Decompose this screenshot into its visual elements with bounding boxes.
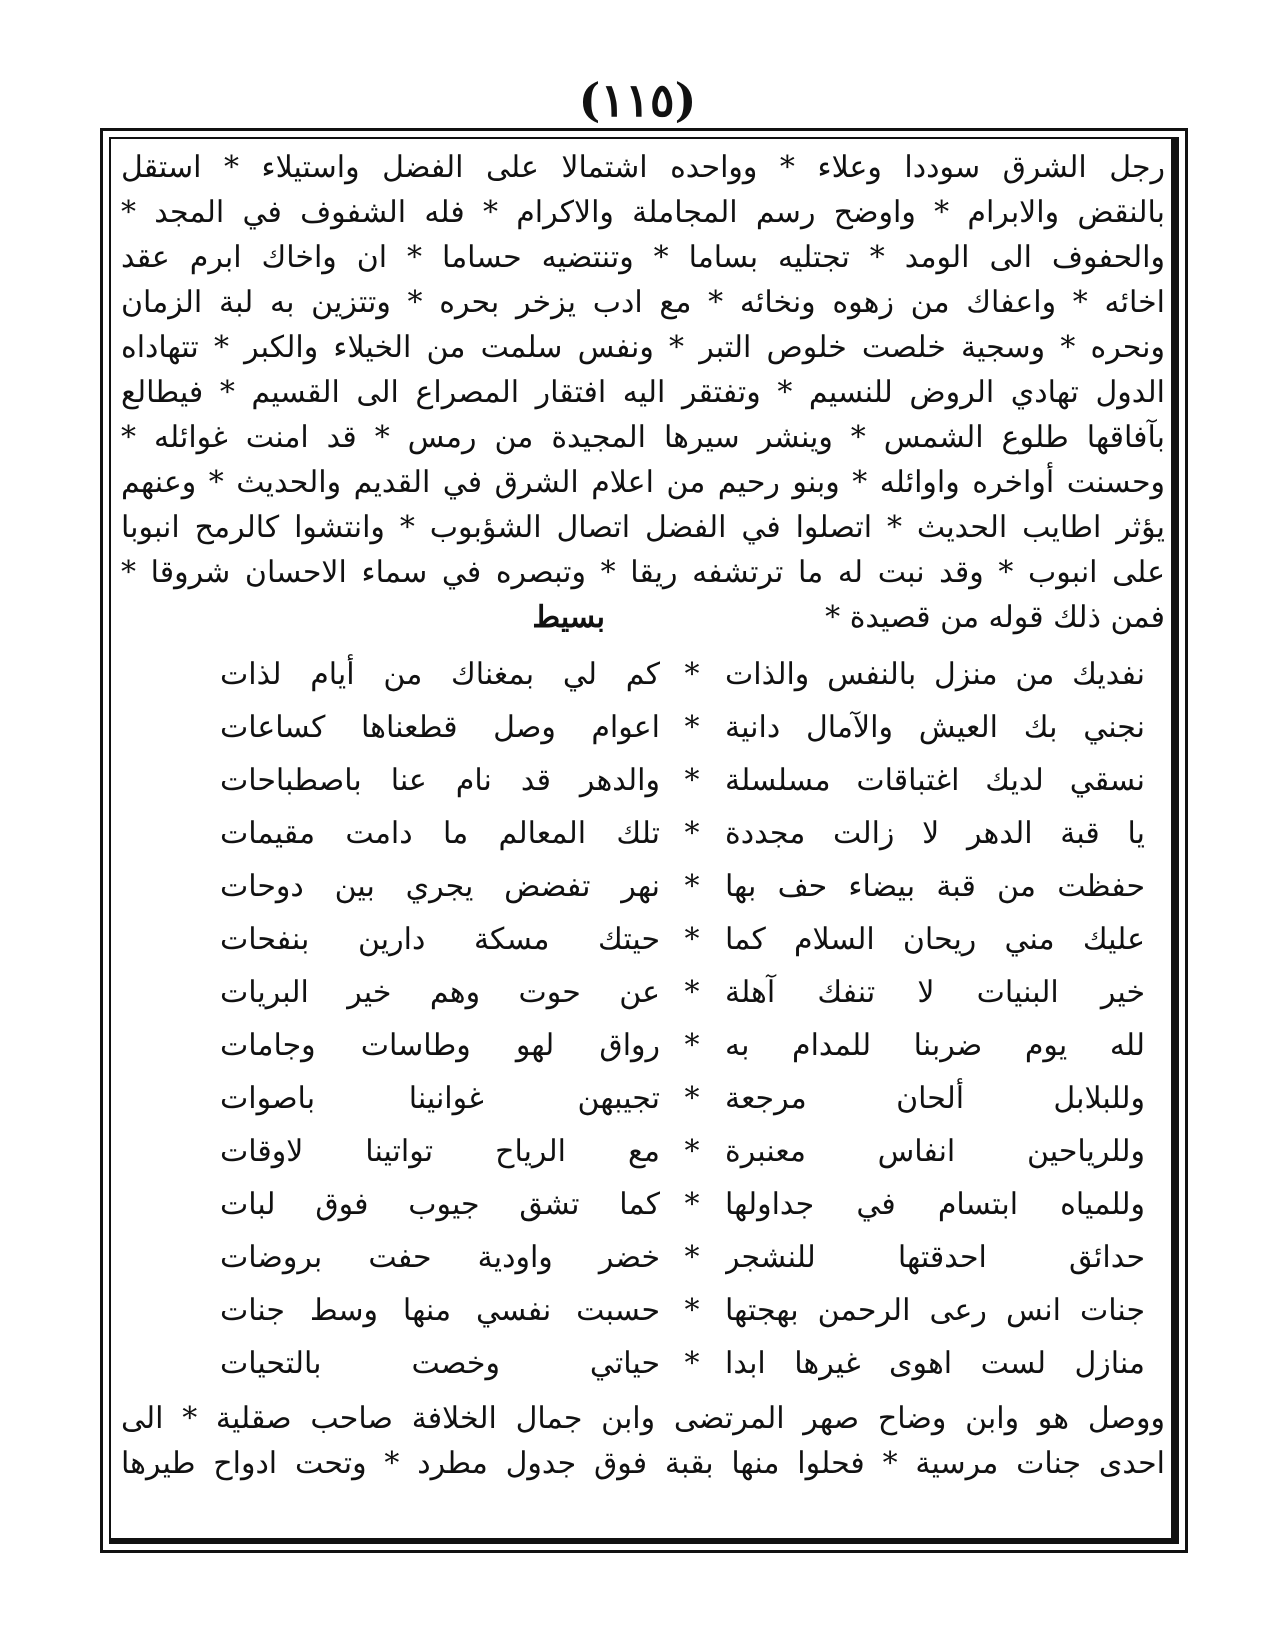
hemistich-second: خضر واودية حفت بروضات (220, 1240, 660, 1275)
hemistich-second: حياتي وخصت بالتحيات (220, 1346, 660, 1381)
verse-separator: * (684, 869, 700, 904)
verse-separator: * (684, 763, 700, 798)
poem-intro (121, 595, 1165, 640)
hemistich-first: وللرياحين انفاس معنبرة (725, 1134, 1145, 1169)
hemistich-second: حسبت نفسي منها وسط جنات (220, 1293, 660, 1328)
hemistich-first: يا قبة الدهر لا زالت مجددة (725, 816, 1145, 851)
verse-separator: * (684, 657, 700, 692)
hemistich-second: مع الرياح تواتينا لاوقات (220, 1134, 660, 1169)
verse-line (121, 913, 1165, 966)
text-frame (100, 128, 1188, 1553)
hemistich-first: حفظت من قبة بيضاء حف بها (725, 869, 1145, 904)
verse-separator: * (684, 1240, 700, 1275)
hemistich-second: تلك المعالم ما دامت مقيمات (220, 816, 660, 851)
verse-line (121, 1019, 1165, 1072)
page-content (121, 145, 1165, 1540)
poem (121, 648, 1165, 1390)
hemistich-second: كم لي بمغناك من أيام لذات (220, 657, 660, 692)
poem-meter-label: بسيط (532, 600, 605, 635)
hemistich-second: حيتك مسكة دارين بنفحات (220, 922, 660, 957)
prose-line: رجل الشرق سوددا وعلاء * وواحده اشتمالا على الفضل واستيلاء * استقل (121, 150, 1165, 185)
hemistich-first: لله يوم ضربنا للمدام به (725, 1028, 1145, 1063)
prose-line: بآفاقها طلوع الشمس * وينشر سيرها المجيدة من رمس * قد امنت غوائله * (121, 420, 1165, 455)
verse-line (121, 701, 1165, 754)
hemistich-second: اعوام وصل قطعناها كساعات (220, 710, 660, 745)
prose-top (121, 145, 1165, 595)
hemistich-second: والدهر قد نام عنا باصطباحات (220, 763, 660, 798)
prose-line: الدول تهادي الروض للنسيم * وتفتقر اليه افتقار المصراع الى القسيم * فيطالع (121, 375, 1165, 410)
verse-line (121, 1231, 1165, 1284)
verse-separator: * (684, 816, 700, 851)
verse-separator: * (684, 1346, 700, 1381)
verse-line (121, 807, 1165, 860)
hemistich-second: تجيبهن غوانينا باصوات (220, 1081, 660, 1116)
prose-line: يؤثر اطايب الحديث * اتصلوا في الفضل اتصال الشؤبوب * وانتشوا كالرمح انبوبا (121, 510, 1165, 545)
verse-separator: * (684, 710, 700, 745)
hemistich-first: وللبلابل ألحان مرجعة (725, 1081, 1145, 1116)
verse-line (121, 754, 1165, 807)
hemistich-first: منازل لست اهوى غيرها ابدا (725, 1346, 1145, 1381)
verse-separator: * (684, 1134, 700, 1169)
prose-bottom (121, 1396, 1165, 1486)
hemistich-second: نهر تفضض يجري بين دوحات (220, 869, 660, 904)
prose-line: ونحره * وسجية خلصت خلوص التبر * ونفس سلمت من الخيلاء والكبر * تتهاداه (121, 330, 1165, 365)
hemistich-second: كما تشق جيوب فوق لبات (220, 1187, 660, 1222)
verse-separator: * (684, 1187, 700, 1222)
hemistich-first: جنات انس رعى الرحمن بهجتها (725, 1293, 1145, 1328)
verse-separator: * (684, 1293, 700, 1328)
verse-separator: * (684, 922, 700, 957)
verse-line (121, 1284, 1165, 1337)
page-number: (١١٥) (578, 73, 697, 127)
hemistich-first: نسقي لديك اغتباقات مسلسلة (725, 763, 1145, 798)
verse-separator: * (684, 1081, 700, 1116)
hemistich-second: رواق لهو وطاسات وجامات (220, 1028, 660, 1063)
verse-line (121, 1337, 1165, 1390)
prose-line: ووصل هو وابن وضاح صهر المرتضى وابن جمال الخلافة صاحب صقلية * الى (121, 1401, 1165, 1436)
hemistich-first: نفديك من منزل بالنفس والذات (725, 657, 1145, 692)
verse-separator: * (684, 975, 700, 1010)
prose-line: اخائه * واعفاك من زهوه ونخائه * مع ادب يزخر بحره * وتتزين به لبة الزمان (121, 285, 1165, 320)
prose-line: والحفوف الى الومد * تجتليه بساما * وتنتضيه حساما * ان واخاك ابرم عقد (121, 240, 1165, 275)
verse-line (121, 1178, 1165, 1231)
poem-intro-text: فمن ذلك قوله من قصيدة * (825, 600, 1165, 635)
prose-line: وحسنت أواخره واوائله * وبنو رحيم من اعلام الشرق في القديم والحديث * وعنهم (121, 465, 1165, 500)
prose-line: بالنقض والابرام * واوضح رسم المجاملة والاكرام * فله الشفوف في المجد * (121, 195, 1165, 230)
verse-line (121, 966, 1165, 1019)
hemistich-first: حدائق احدقتها للنشجر (725, 1240, 1145, 1275)
verse-line (121, 1125, 1165, 1178)
verse-line (121, 648, 1165, 701)
verse-line (121, 860, 1165, 913)
verse-separator: * (684, 1028, 700, 1063)
hemistich-first: خير البنيات لا تنفك آهلة (725, 975, 1145, 1010)
prose-line: احدى جنات مرسية * فحلوا منها بقبة فوق جدول مطرد * وتحت ادواح طيرها (121, 1446, 1165, 1481)
hemistich-first: نجني بك العيش والآمال دانية (725, 710, 1145, 745)
verse-line (121, 1072, 1165, 1125)
hemistich-first: عليك مني ريحان السلام كما (725, 922, 1145, 957)
prose-line: على انبوب * وقد نبت له ما ترتشفه ريقا * وتبصره في سماء الاحسان شروقا * (121, 555, 1165, 590)
hemistich-first: وللمياه ابتسام في جداولها (725, 1187, 1145, 1222)
hemistich-second: عن حوت وهم خير البريات (220, 975, 660, 1010)
